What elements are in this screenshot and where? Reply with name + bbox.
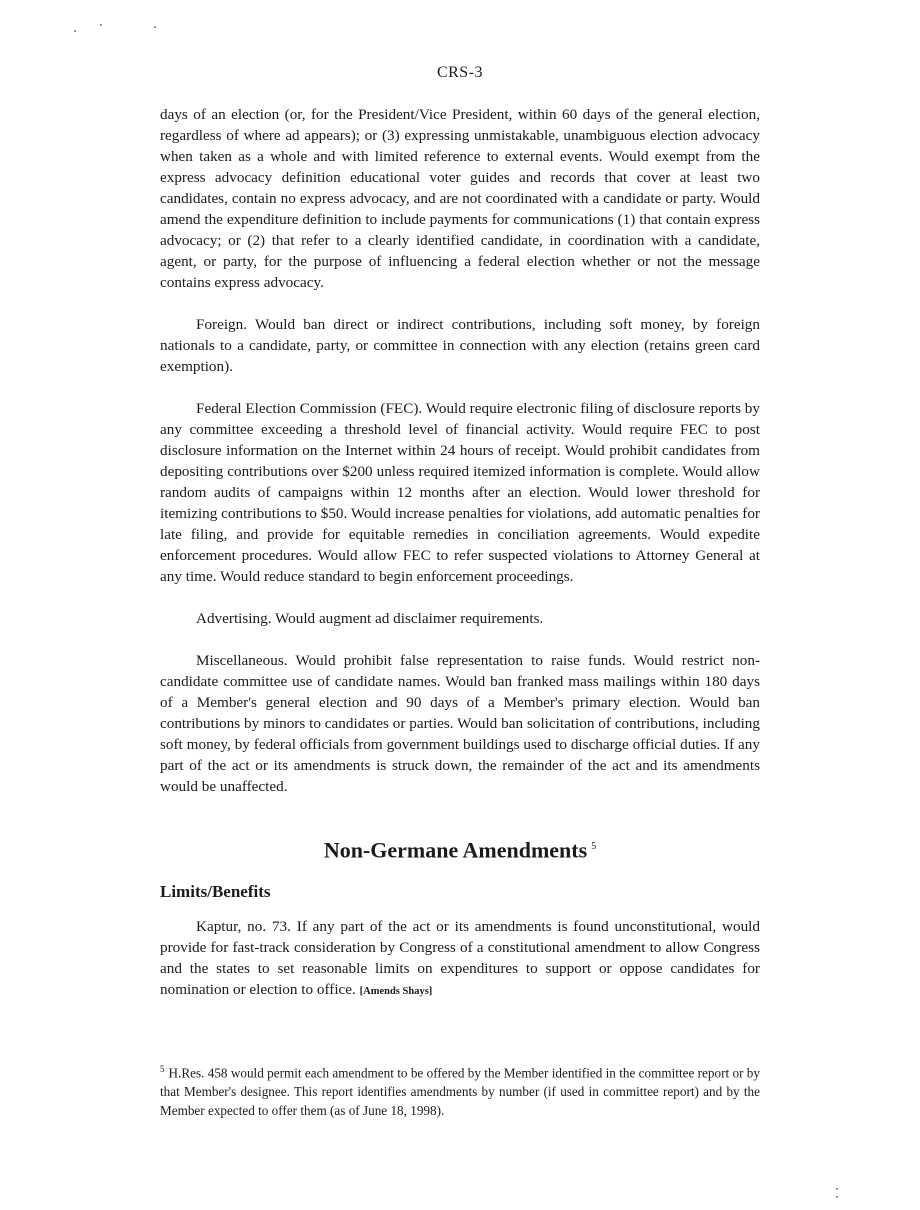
page-number-header: CRS-3: [436, 64, 484, 81]
scan-speck: [100, 24, 102, 26]
section-title: Non-Germane Amendments: [323, 837, 588, 863]
amends-note: [Amends Shays]: [359, 986, 433, 998]
document-body: [160, 104, 760, 1002]
scan-speck: [74, 30, 76, 32]
paragraph-advertising: Advertising. Would augment ad disclaimer requirements.: [196, 610, 544, 627]
paragraph-fec: Federal Election Commission (FEC). Would require electronic filing of disclosure reports by any committee exceeding a threshold level of financial activity. Would require FEC to post disclosure information on the Internet within 24 hours of receipt. Would prohibit candidates from depositing contributions over $200 unless required itemized information is complete. Would allow random audits of campaigns within 12 months after an election. Would lower threshold for itemizing contributions to $50. Would increase penalties for violations, add automatic penalties for late filing, and provide for equitable remedies in conciliation agreements. Would expedite enforcement procedures. Would allow FEC to refer suspected violations to Attorney General at any time. Would reduce standard to begin enforcement proceedings.: [160, 400, 760, 585]
scan-speck: [836, 1188, 838, 1190]
footnote: [160, 1060, 760, 1120]
scan-speck: [154, 26, 156, 28]
paragraph-kaptur: [160, 916, 760, 1002]
kaptur-text: Kaptur, no. 73. If any part of the act or its amendments is found unconstitutional, would provide for fast-track consideration by Congress of a constitutional amendment to allow Congress and the states to set reasonable limits on expenditures to support or oppose candidates for nomination or election to office.: [160, 918, 760, 999]
footnote-number: 5: [160, 1064, 165, 1074]
footnote-reference: 5: [591, 841, 597, 852]
paragraph-foreign: Foreign. Would ban direct or indirect contributions, including soft money, by foreign nationals to a candidate, party, or committee in connection with any election (retains green card exemption).: [160, 316, 760, 375]
scan-speck: [836, 1196, 838, 1198]
paragraph-miscellaneous: Miscellaneous. Would prohibit false representation to raise funds. Would restrict non-candidate committee use of candidate names. Would ban franked mass mailings within 180 days of a Member's general election and 90 days of a Member's primary election. Would ban contributions by minors to candidates or parties. Would ban solicitation of contributions, including soft money, by federal officials from government buildings used to discharge official duties. If any part of the act or its amendments is struck down, the remainder of the act and its amendments would be unaffected.: [160, 652, 760, 795]
section-heading: [160, 833, 760, 864]
footnote-text: H.Res. 458 would permit each amendment to be offered by the Member identified in the committee report or by that Member's designee. This report identifies amendments by number (if used in committee report) and by the Member expected to offer them (as of June 18, 1998).: [160, 1065, 760, 1119]
paragraph-express-advocacy: days of an election (or, for the President/Vice President, within 60 days of the general election, regardless of where ad appears); or (3) expressing unmistakable, unambiguous election advocacy when taken as a whole and with limited reference to external events. Would exempt from the express advocacy definition educational voter guides and records that cover at least two candidates, contain no express advocacy, and are not coordinated with a candidate or party. Would amend the expenditure definition to include payments for communications (1) that contain express advocacy; or (2) that refer to a clearly identified candidate, in coordination with a candidate, agent, or party, for the purpose of influencing a federal election whether or not the message contains express advocacy.: [160, 106, 760, 291]
subheading-limits-benefits: Limits/Benefits: [160, 882, 271, 902]
